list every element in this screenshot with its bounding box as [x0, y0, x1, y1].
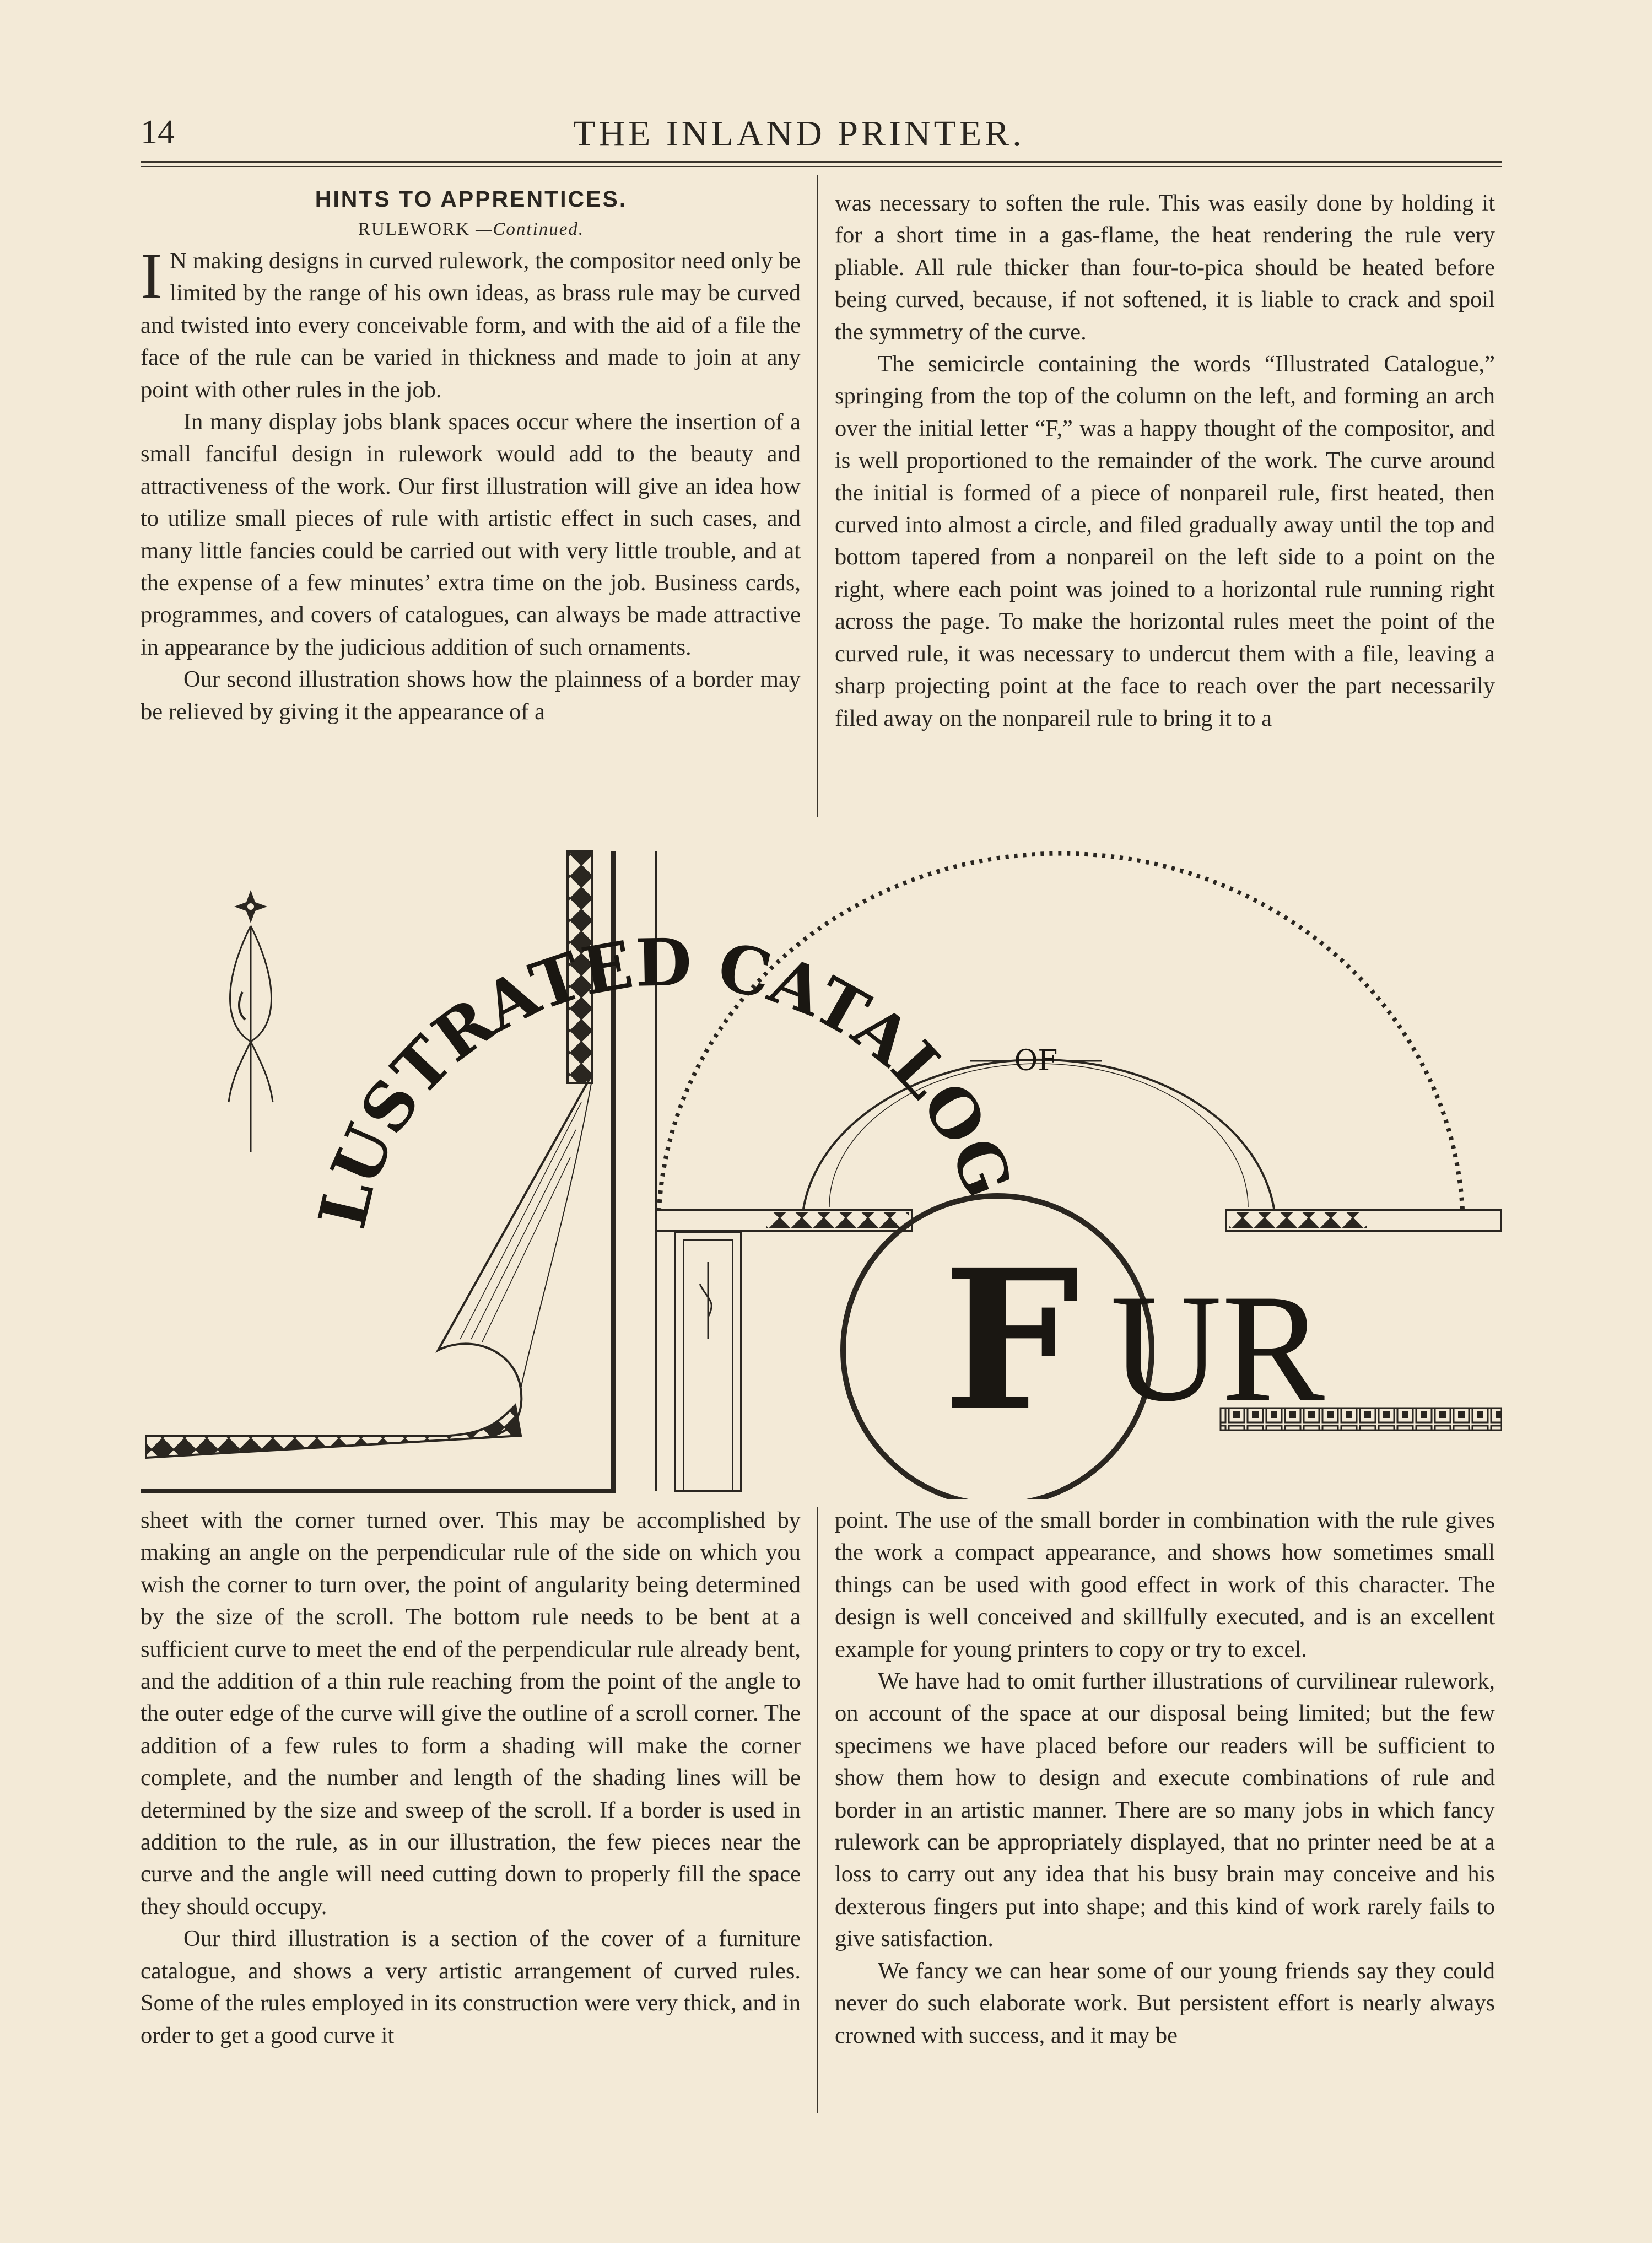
rulework-illustrations [141, 843, 1502, 1499]
column-right-bottom [835, 1505, 1495, 2052]
column-divider-top [817, 175, 818, 817]
subtitle-main: RULEWORK [358, 219, 470, 239]
header-rule-bottom [141, 166, 1502, 167]
paragraph: point. The use of the small border in combination with the rule gives the work a compact appearance, and shows how sometimes small things can be used with good effect in work of this character. The design is well conceived and skillfully executed, and is an excellent example for young printers to copy or try to excel. [835, 1507, 1495, 1662]
page-number: 14 [141, 114, 175, 151]
paragraph: sheet with the corner turned over. This may be accomplished by making an angle on the perpendicular rule of the side on which you wish the corner to turn over, the point of angularity being determined by the size of the scroll. The bottom rule needs to be bent at a sufficient curve to meet the end of the perpendicular rule already bent, and the addition of a thin rule reaching from the point of the angle to the outer edge of the curve will give the outline of a scroll corner. The addition of a few rules to form a shading will make the corner complete, and the number and length of the shading lines will be determined by the size and sweep of the scroll. If a border is used in addition to the rule, as in our illustration, the few pieces near the curve and the angle will need cutting down to properly fill the space they should occupy. [141, 1507, 801, 1920]
column-left-bottom [141, 1505, 801, 2052]
journal-title: THE INLAND PRINTER. [573, 114, 1025, 154]
column-left-top [141, 240, 801, 728]
paragraph: was necessary to soften the rule. This was easily done by holding it for a short time in a gas-flame, the heat rendering the rule very pliable. All rule thicker than four-to-pica should be heated before being curved, because, if not softened, it is liable to crack and spoil the symmetry of the curve. [835, 190, 1495, 345]
subtitle-continued: —Continued. [476, 219, 585, 239]
paragraph: In many display jobs blank spaces occur where the insertion of a small fanciful design in rulework would add to the beauty and attractiveness of the work. Our first illustration will give an idea how to utilize small pieces of rule with artistic effect in such cases, and many little fancies could be carried out with very little trouble, and at the expense of a few minutes’ extra time on the job. Business cards, programmes, and covers of catalogues, can always be made attractive in appearance by the judicious addition of such ornaments. [141, 409, 801, 660]
paragraph [141, 240, 801, 406]
paragraph-text: N making designs in curved rulework, the compositor need only be limited by the range of his own ideas, as brass rule may be curved and twisted into every conceivable form, and with the aid of a file the face of the rule can be varied in thickness and made to join at any point with other rules in the job. [141, 248, 801, 403]
arch-text: LUSTRATED CATALOG [303, 924, 1028, 1235]
paragraph: Our second illustration shows how the plainness of a border may be relieved by giving it the appearance of a [141, 666, 801, 725]
paragraph: The semicircle containing the words “Illustrated Catalogue,” springing from the top of the column on the left, and forming an arch over the initial letter “F,” was a happy thought of the compositor, and is well proportioned to the remainder of the work. The curve around the initial is formed of a piece of nonpareil rule, first heated, then curved into almost a circle, and filed gradually away until the top and bottom tapered from a nonpareil on the left side to a point on the right, where each point was joined to a horizontal rule running right across the page. To make the horizontal rules meet the point of the curved rule, it was necessary to undercut them with a file, leaving a sharp projecting point at the face to reach over the part necessarily filed away on the nonpareil rule to bring it to a [835, 351, 1495, 731]
catalogue-figure-3 [141, 843, 1502, 1499]
header-rule-top [141, 161, 1502, 163]
column-divider-bottom [817, 1507, 818, 2113]
section-title: HINTS TO APPRENTICES. [315, 186, 628, 212]
ornament-figure-1 [229, 890, 273, 1152]
section-subtitle [141, 219, 802, 240]
paragraph: We fancy we can hear some of our young friends say they could never do such elaborate work. But persistent effort is nearly always crowned with success, and it may be [835, 1958, 1495, 2048]
word-rest: UR [1110, 1262, 1325, 1433]
of-text: OF [1014, 1044, 1058, 1077]
drop-cap: I [141, 240, 163, 312]
paragraph: We have had to omit further illustrations of curvilinear rulework, on account of the space at our disposal being limited; but the few specimens we have placed before our readers will be sufficient to show them how to design and execute combinations of rule and border in an artistic manner. There are so many jobs in which fancy rulework can be appropriately displayed, that no printer need be at a loss to carry out any idea that his busy brain may conceive and his dexterous fingers put into shape; and this kind of work rarely fails to give satisfaction. [835, 1668, 1495, 1952]
column-right-top [835, 187, 1495, 735]
initial-letter: F [942, 1227, 1080, 1454]
paragraph: Our third illustration is a section of the cover of a furniture catalogue, and shows a very artistic arrangement of curved rules. Some of the rules employed in its construction were very thick, and in order to get a good curve it [141, 1926, 801, 2048]
illustration-svg [141, 843, 1502, 1499]
